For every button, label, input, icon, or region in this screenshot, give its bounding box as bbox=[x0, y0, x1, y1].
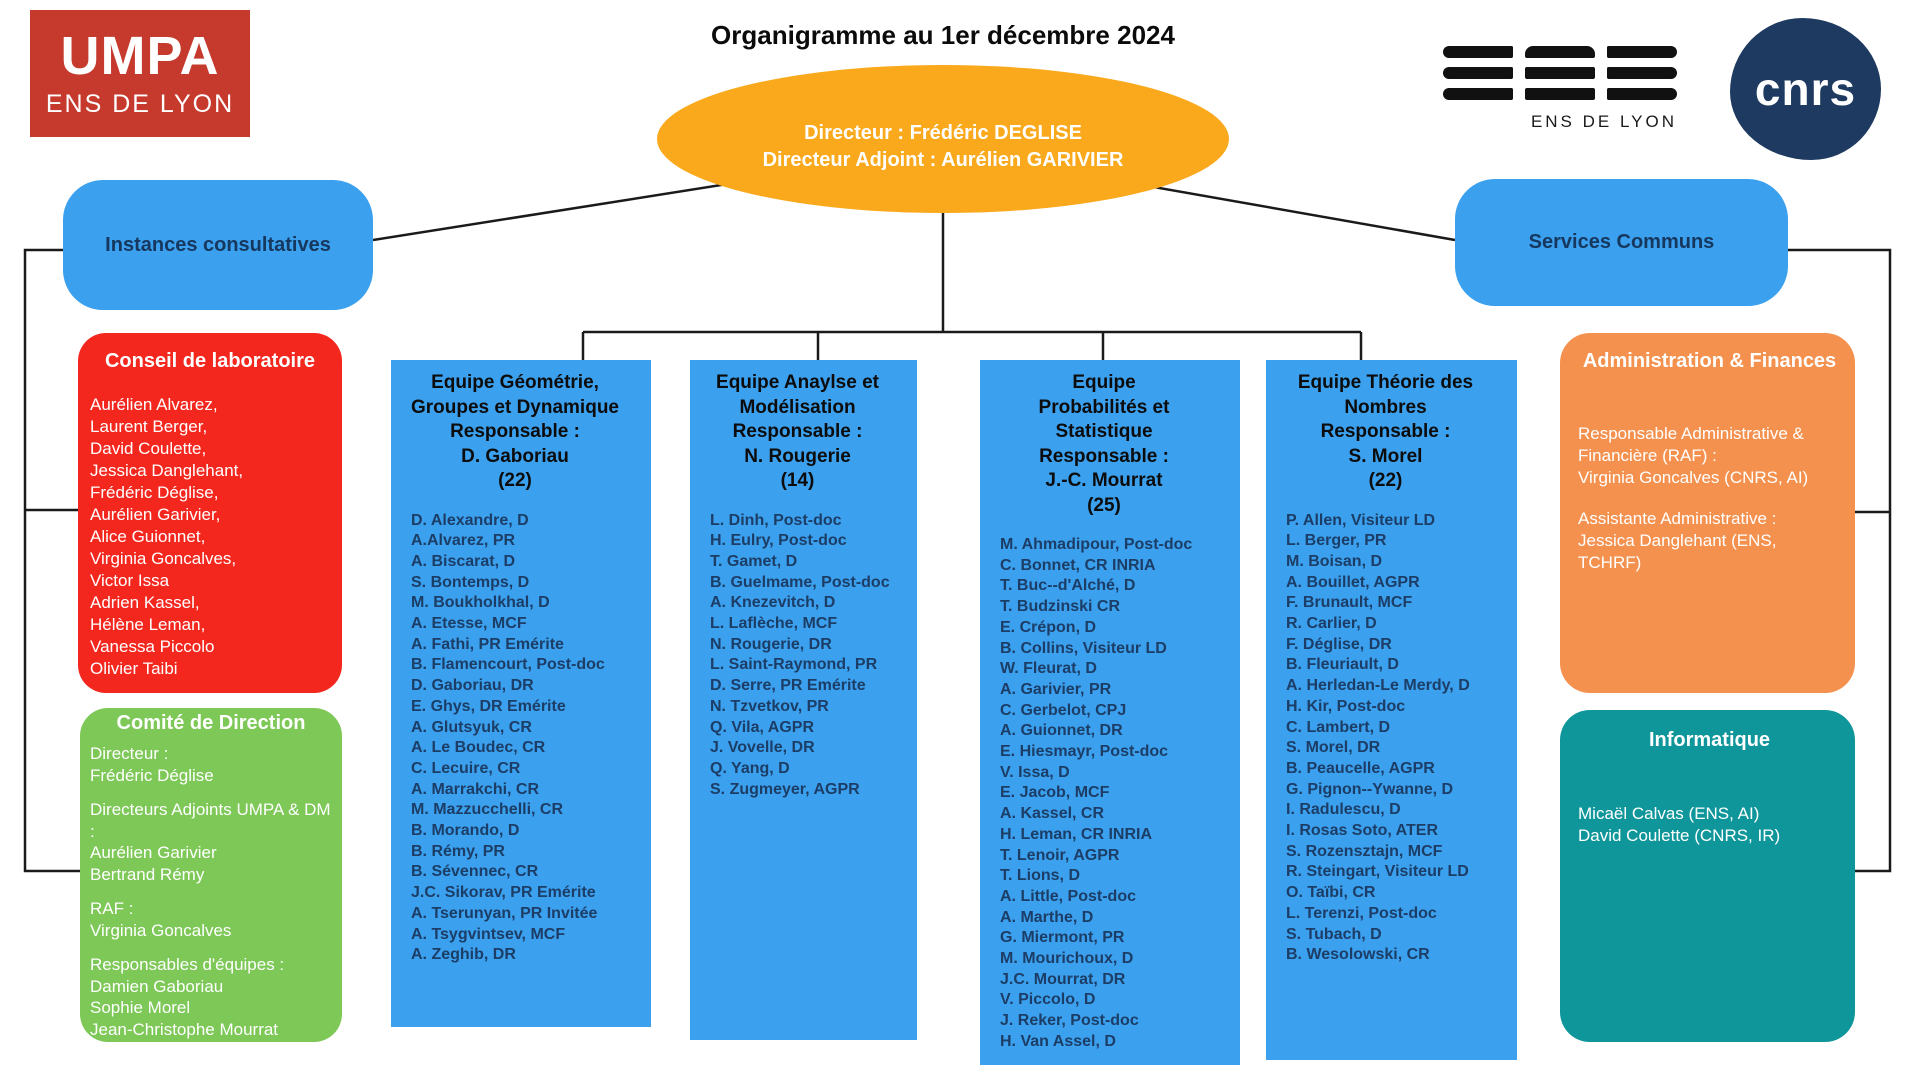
text-line: Aurélien Garivier bbox=[90, 843, 217, 862]
text-line: L. Saint-Raymond, PR bbox=[710, 656, 878, 674]
text-line: C. Lecuire, CR bbox=[411, 759, 521, 777]
text-line: B. Flamencourt, Post-doc bbox=[411, 656, 605, 674]
text-group bbox=[1578, 508, 1841, 574]
text-line: Olivier Taibi bbox=[90, 659, 178, 678]
text-line: Vanessa Piccolo bbox=[90, 637, 215, 656]
text-line: G. Pignon--Ywanne, D bbox=[1286, 780, 1454, 798]
text-line: M. Boisan, D bbox=[1286, 552, 1383, 570]
text-line: Responsables d'équipes : bbox=[90, 955, 285, 974]
text-line: J.-C. Mourrat bbox=[1045, 470, 1163, 491]
text-line: N. Tzvetkov, PR bbox=[710, 697, 829, 715]
text-line: Responsable : bbox=[732, 421, 863, 442]
text-line: Directeurs Adjoints UMPA & DM : bbox=[90, 800, 331, 841]
text-line: S. Morel bbox=[1348, 445, 1423, 467]
text-line: Damien Gaboriau bbox=[90, 976, 224, 996]
text-group bbox=[90, 898, 332, 941]
text-line: S. Morel, DR bbox=[1286, 739, 1381, 757]
text-line: P. Allen, Visiteur LD bbox=[1286, 511, 1436, 529]
text-line: B. Fleuriault, D bbox=[1286, 656, 1399, 674]
text-line: RAF : bbox=[90, 899, 134, 918]
text-line: S. Tubach, D bbox=[1286, 925, 1382, 943]
text-line: M. Mourichoux, D bbox=[1000, 950, 1134, 968]
informatique-title: Informatique bbox=[1648, 729, 1771, 751]
text-line: A. Marrakchi, CR bbox=[411, 780, 540, 798]
text-line: G. Miermont, PR bbox=[1000, 929, 1125, 947]
text-line: Alice Guionnet, bbox=[90, 527, 206, 546]
team-box-geometrie bbox=[391, 360, 651, 1027]
informatique-lines bbox=[1578, 803, 1841, 847]
text-line: M. Ahmadipour, Post-doc bbox=[1000, 536, 1193, 553]
text-line: A. Garivier, PR bbox=[1000, 680, 1112, 698]
umpa-logo-subtitle: ENS DE LYON bbox=[45, 89, 235, 118]
text-line: M. Mazzucchelli, CR bbox=[411, 801, 564, 819]
text-line: C. Bonnet, CR INRIA bbox=[1000, 556, 1156, 574]
text-group bbox=[90, 954, 332, 1062]
text-line: Equipe bbox=[1072, 372, 1136, 393]
text-line: A. Herledan-Le Merdy, D bbox=[1286, 677, 1470, 695]
text-line: H. Eulry, Post-doc bbox=[710, 532, 847, 550]
text-line: D. Alexandre, D bbox=[411, 511, 529, 529]
text-line: T. Lenoir, AGPR bbox=[1000, 846, 1120, 864]
text-line: R. Steingart, Visiteur LD bbox=[1286, 863, 1469, 881]
text-line: Victor Issa bbox=[90, 571, 170, 590]
team-probabilites-members bbox=[1000, 535, 1232, 1053]
text-line: J.C. Mourrat, DR bbox=[1000, 970, 1126, 988]
text-line: Equipe Théorie des bbox=[1297, 372, 1474, 393]
text-line: Frédéric Déglise, bbox=[90, 483, 219, 502]
comite-groups bbox=[90, 743, 332, 1062]
text-line: A. Little, Post-doc bbox=[1000, 887, 1136, 905]
text-line: Responsable Administrative & bbox=[1578, 424, 1804, 443]
text-line: V. Issa, D bbox=[1000, 763, 1070, 781]
team-analyse-members bbox=[710, 511, 909, 801]
text-line: Jessica Danglehant (ENS, TCHRF) bbox=[1578, 531, 1777, 572]
cnrs-logo-text: cnrs bbox=[1754, 63, 1857, 115]
text-line: A. Guionnet, DR bbox=[1000, 722, 1123, 740]
umpa-logo bbox=[30, 10, 250, 137]
text-group bbox=[90, 799, 332, 885]
text-line: (22) bbox=[498, 470, 532, 491]
page-title: Organigramme au 1er décembre 2024 bbox=[711, 20, 1175, 50]
director-ellipse bbox=[657, 65, 1229, 213]
conseil-de-laboratoire-box bbox=[78, 333, 342, 693]
text-line: C. Lambert, D bbox=[1286, 718, 1391, 736]
text-line: S. Zugmeyer, AGPR bbox=[710, 780, 860, 798]
text-line: J.C. Sikorav, PR Emérite bbox=[411, 884, 596, 902]
text-line: David Coulette (CNRS, IR) bbox=[1578, 826, 1781, 845]
text-line: D. Serre, PR Emérite bbox=[710, 677, 866, 695]
text-line: A.Alvarez, PR bbox=[411, 532, 516, 550]
text-line: Q. Vila, AGPR bbox=[710, 718, 815, 736]
ens-logo-bars-icon bbox=[1443, 46, 1677, 100]
text-line: B. Morando, D bbox=[411, 822, 520, 840]
text-line: T. Gamet, D bbox=[710, 552, 798, 570]
text-line: E. Hiesmayr, Post-doc bbox=[1000, 743, 1169, 761]
administration-finances-box bbox=[1560, 333, 1855, 693]
text-line: A. Marthe, D bbox=[1000, 908, 1094, 926]
text-line: Frédéric Déglise bbox=[90, 765, 214, 785]
text-line: T. Budzinski CR bbox=[1000, 598, 1121, 616]
team-geometrie-title bbox=[399, 371, 631, 494]
text-line: T. Lions, D bbox=[1000, 867, 1080, 885]
text-line: A. Fathi, PR Emérite bbox=[411, 635, 564, 653]
text-line: Responsable : bbox=[1320, 421, 1451, 442]
text-line: Aurélien Alvarez, bbox=[90, 395, 218, 414]
text-line: Responsable : bbox=[1039, 445, 1169, 467]
services-label: Services Communs bbox=[1528, 231, 1715, 253]
text-line: S. Bontemps, D bbox=[411, 573, 530, 591]
text-line: E. Jacob, MCF bbox=[1000, 784, 1110, 802]
team-theorie-nombres-title bbox=[1274, 371, 1497, 494]
text-line: A. Tserunyan, PR Invitée bbox=[411, 904, 598, 922]
text-line: Equipe Géométrie, bbox=[431, 372, 599, 393]
text-line: E. Ghys, DR Emérite bbox=[411, 697, 566, 715]
text-line: L. Laflèche, MCF bbox=[710, 615, 838, 633]
text-line: Bertrand Rémy bbox=[90, 864, 205, 884]
team-box-theorie-nombres bbox=[1266, 360, 1517, 1060]
text-line: David Coulette, bbox=[90, 439, 207, 458]
text-line: D. Gaboriau bbox=[461, 445, 569, 467]
text-line: Jessica Danglehant, bbox=[90, 461, 244, 480]
text-line: C. Gerbelot, CPJ bbox=[1000, 701, 1127, 719]
cnrs-logo bbox=[1730, 18, 1881, 160]
director-line: Directeur : Frédéric DEGLISE bbox=[804, 122, 1082, 144]
team-probabilites-title bbox=[988, 371, 1220, 518]
admin-groups bbox=[1578, 423, 1841, 574]
text-line: A. Knezevitch, D bbox=[710, 594, 836, 612]
text-line: Directeur : bbox=[90, 744, 169, 763]
deputy-director-line: Directeur Adjoint : Aurélien GARIVIER bbox=[762, 149, 1124, 171]
text-line: Assistante Administrative : bbox=[1578, 509, 1777, 528]
text-line: Financière (RAF) : bbox=[1578, 446, 1717, 465]
text-line: I. Rosas Soto, ATER bbox=[1286, 822, 1439, 840]
text-line: D. Gaboriau, DR bbox=[411, 677, 534, 695]
text-line: A. Le Boudec, CR bbox=[411, 739, 546, 757]
comite-title: Comité de Direction bbox=[116, 712, 306, 734]
text-line: (22) bbox=[1368, 470, 1403, 491]
team-box-probabilites bbox=[980, 360, 1240, 1065]
text-line: Virginia Goncalves bbox=[90, 920, 232, 940]
text-line: Q. Yang, D bbox=[710, 759, 790, 777]
text-line: Nombres bbox=[1344, 396, 1427, 418]
text-line: R. Carlier, D bbox=[1286, 615, 1377, 633]
text-line: E. Crépon, D bbox=[1000, 618, 1097, 636]
text-line: Micaël Calvas (ENS, AI) bbox=[1578, 804, 1760, 823]
text-line: (25) bbox=[1087, 494, 1121, 516]
team-analyse-title bbox=[698, 371, 897, 494]
text-line: H. Leman, CR INRIA bbox=[1000, 825, 1153, 843]
text-line: A. Tsygvintsev, MCF bbox=[411, 925, 566, 943]
text-line: H. Kir, Post-doc bbox=[1286, 697, 1406, 715]
text-line: F. Brunault, MCF bbox=[1286, 594, 1413, 612]
text-line: T. Buc--d'Alché, D bbox=[1000, 577, 1136, 595]
services-communs-box bbox=[1455, 179, 1788, 306]
text-line: Virginia Goncalves (CNRS, AI) bbox=[1578, 468, 1809, 487]
team-geometrie-members bbox=[411, 511, 643, 966]
text-line: F. Déglise, DR bbox=[1286, 635, 1392, 653]
text-line: B. Rémy, PR bbox=[411, 842, 505, 860]
text-line: Groupes et Dynamique bbox=[411, 396, 619, 418]
text-line: B. Guelmame, Post-doc bbox=[710, 573, 890, 591]
conseil-member-list bbox=[90, 394, 330, 680]
text-line: (14) bbox=[780, 470, 815, 491]
conseil-title: Conseil de laboratoire bbox=[104, 350, 316, 372]
team-box-analyse bbox=[690, 360, 917, 1040]
text-line: H. Van Assel, D bbox=[1000, 1032, 1116, 1050]
text-line: Sophie Morel bbox=[90, 998, 191, 1017]
text-line: I. Radulescu, D bbox=[1286, 801, 1401, 819]
text-line: L. Terenzi, Post-doc bbox=[1286, 904, 1437, 922]
text-line: Responsable : bbox=[450, 421, 580, 442]
text-line: J. Vovelle, DR bbox=[710, 739, 815, 757]
text-line: A. Glutsyuk, CR bbox=[411, 718, 532, 736]
text-group bbox=[1578, 423, 1841, 489]
instances-consultatives-box bbox=[63, 180, 373, 310]
ens-logo-caption: ENS DE LYON bbox=[1530, 112, 1677, 131]
text-line: Probabilités et Statistique bbox=[1038, 396, 1170, 442]
text-line: Equipe Anaylse et bbox=[716, 372, 879, 393]
text-line: W. Fleurat, D bbox=[1000, 660, 1097, 678]
text-line: Modélisation bbox=[739, 396, 856, 418]
text-line: A. Etesse, MCF bbox=[411, 615, 527, 633]
text-line: A. Zeghib, DR bbox=[411, 946, 516, 964]
admin-title: Administration & Finances bbox=[1582, 350, 1837, 372]
text-line: O. Taïbi, CR bbox=[1286, 884, 1376, 902]
text-line: B. Sévennec, CR bbox=[411, 863, 539, 881]
text-line: A. Kassel, CR bbox=[1000, 805, 1105, 823]
text-line: M. Boukholkhal, D bbox=[411, 594, 550, 612]
ens-logo bbox=[1443, 46, 1677, 132]
text-line: S. Rozensztajn, MCF bbox=[1286, 842, 1443, 860]
text-line: N. Rougerie bbox=[744, 445, 851, 467]
instances-label: Instances consultatives bbox=[105, 233, 331, 256]
text-line: V. Piccolo, D bbox=[1000, 991, 1096, 1009]
text-line: Nicolas Rougerie bbox=[90, 1041, 220, 1060]
team-theorie-nombres-members bbox=[1286, 511, 1509, 966]
text-line: J. Reker, Post-doc bbox=[1000, 1012, 1139, 1030]
text-line: Adrien Kassel, bbox=[90, 593, 200, 612]
text-line: Virginia Goncalves, bbox=[90, 549, 237, 568]
informatique-box bbox=[1560, 710, 1855, 1042]
text-line: A. Bouillet, AGPR bbox=[1286, 573, 1420, 591]
text-line: B. Collins, Visiteur LD bbox=[1000, 639, 1167, 657]
text-line: Jean-Christophe Mourrat bbox=[90, 1019, 279, 1039]
text-line: A. Biscarat, D bbox=[411, 552, 516, 570]
text-line: L. Berger, PR bbox=[1286, 532, 1387, 550]
text-line: B. Peaucelle, AGPR bbox=[1286, 759, 1435, 777]
text-group bbox=[90, 743, 332, 786]
text-line: N. Rougerie, DR bbox=[710, 635, 832, 653]
text-line: Laurent Berger, bbox=[90, 417, 208, 436]
text-line: L. Dinh, Post-doc bbox=[710, 511, 842, 529]
text-line: Aurélien Garivier, bbox=[90, 505, 221, 524]
comite-de-direction-box bbox=[80, 708, 342, 1060]
text-line: B. Wesolowski, CR bbox=[1286, 946, 1430, 964]
umpa-logo-word: UMPA bbox=[60, 25, 220, 86]
text-line: Hélène Leman, bbox=[90, 615, 206, 634]
